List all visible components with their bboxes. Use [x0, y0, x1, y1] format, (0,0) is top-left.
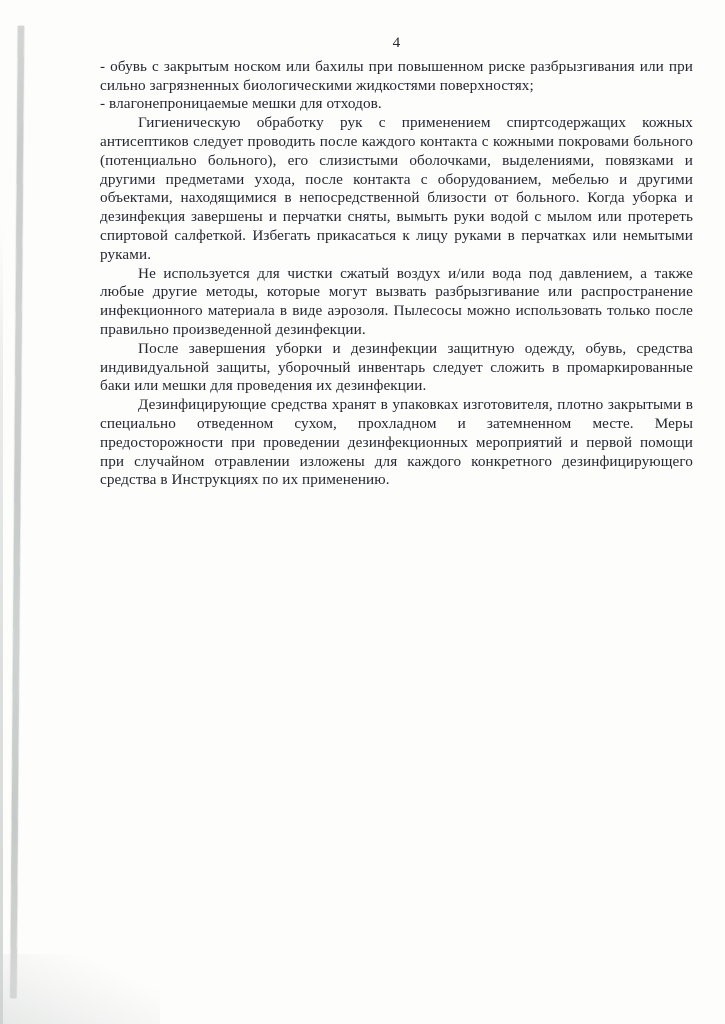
paragraph-no-compressed-air: Не используется для чистки сжатый воздух и/или вода под давлением, а также любые другие методы, которые могут вызвать разбрызгивание или распространение инфекционного материала в виде аэрозоля. Пылесосы можно использовать только после правильно произведенной дезинфекции. [100, 264, 693, 338]
scan-artifact-edge-line [0, 225, 3, 1024]
list-item-footwear: - обувь с закрытым носком или бахилы при повышенном риске разбрызгивания или при сильно загрязненных биологическими жидкостями поверхностях; [100, 57, 693, 94]
page-number: 4 [392, 34, 401, 51]
document-body [100, 34, 693, 490]
paragraph-after-cleaning: После завершения уборки и дезинфекции защитную одежду, обувь, средства индивидуальной защиты, уборочный инвентарь следует сложить в промаркированные баки или мешки для проведения их дезинфекции. [100, 339, 693, 395]
scan-artifact-corner-shadow [0, 954, 160, 1024]
paragraph-disinfectant-storage: Дезинфицирующие средства хранят в упаковках изготовителя, плотно закрытыми в специально отведенном сухом, прохладном и затемненном месте. Меры предосторожности при проведении дезинфекционных мероприятий и первой помощи при случайном отравлении изложены для каждого конкретного дезинфицирующего средства в Инструкциях по их применению. [100, 396, 693, 489]
paragraph-hand-hygiene: Гигиеническую обработку рук с применением спиртсодержащих кожных антисептиков следует проводить после каждого контакта с кожными покровами больного (потенциально больного), его слизистыми оболочками, выделениями, повязками и другими предметами ухода, после контакта с оборудованием, мебелью и другими объектами, находящимися в непосредственной близости от больного. Когда уборка и дезинфекция завершены и перчатки сняты, вымыть руки водой с мылом или протереть спиртовой салфеткой. Избегать прикасаться к лицу руками в перчатках или немытыми руками. [100, 114, 693, 263]
list-item-waste-bags: - влагонепроницаемые мешки для отходов. [100, 95, 382, 113]
scan-artifact-strip [10, 26, 24, 998]
